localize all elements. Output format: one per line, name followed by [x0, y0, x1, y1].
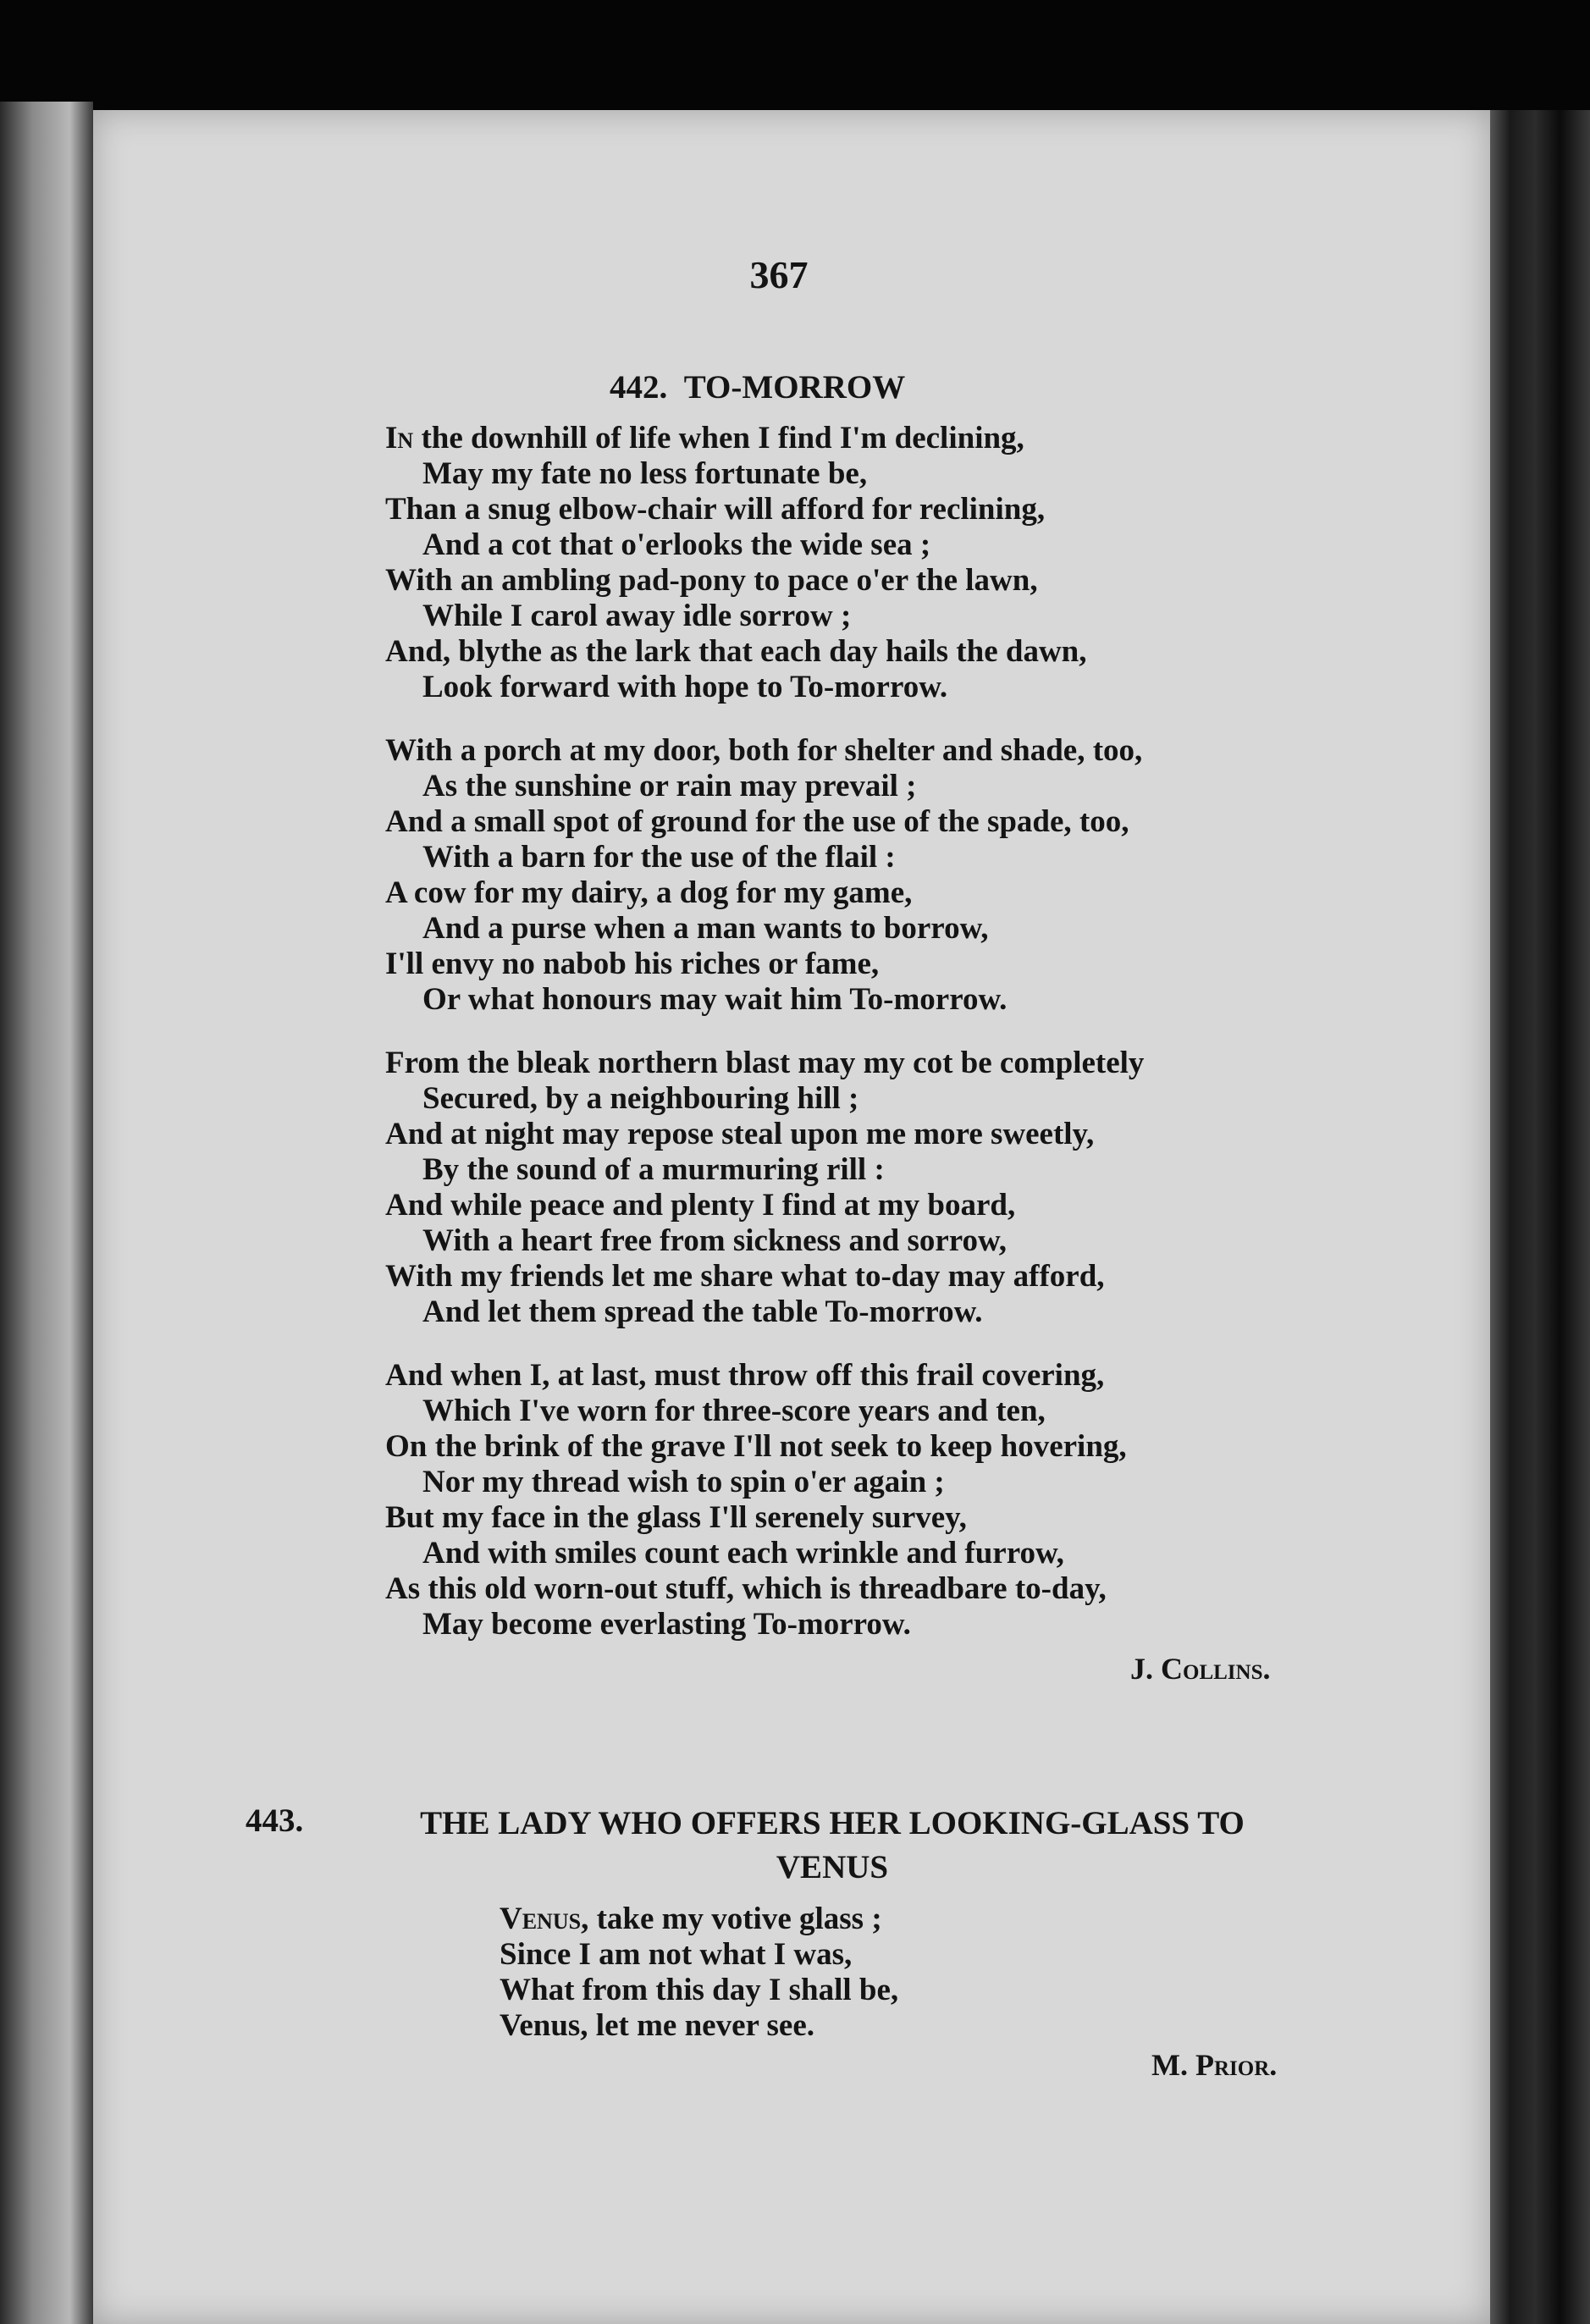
- poem-443-number: 443.: [246, 1802, 304, 1839]
- poem-line: [385, 421, 1144, 456]
- poem-line: And let them spread the table To-morrow.: [422, 1294, 983, 1329]
- poem-442-heading: [610, 368, 905, 406]
- poem-line: As the sunshine or rain may prevail ;: [422, 769, 917, 803]
- poem-442-body: [385, 421, 1144, 1670]
- poem-line: By the sound of a murmuring rill :: [422, 1152, 885, 1187]
- poem-442-title: TO-MORROW: [683, 369, 906, 406]
- poem-line: On the brink of the grave I'll not seek to keep hovering,: [385, 1429, 1127, 1464]
- poem-line: May become everlasting To-morrow.: [422, 1607, 911, 1642]
- left-page-edge: [0, 102, 93, 2324]
- poem-line: Secured, by a neighbouring hill ;: [422, 1081, 859, 1116]
- stanza-3: [385, 1046, 1144, 1330]
- poem-line: With my friends let me share what to-day may afford,: [385, 1259, 1105, 1294]
- poem-443-body: [500, 1902, 898, 2044]
- poem-line: I'll envy no nabob his riches or fame,: [385, 947, 880, 981]
- poem-line: [500, 1902, 898, 1937]
- page-number: 367: [749, 253, 809, 296]
- poem-line: Which I've worn for three-score years and ten,: [422, 1394, 1046, 1428]
- poem-line: And at night may repose steal upon me more sweetly,: [385, 1117, 1095, 1151]
- poem-line: Look forward with hope to To-morrow.: [422, 670, 948, 704]
- poem-line: From the bleak northern blast may my cot be completely: [385, 1046, 1145, 1080]
- stanza-1: [385, 421, 1144, 705]
- poem-line: Or what honours may wait him To-morrow.: [422, 982, 1008, 1017]
- poem-line: Since I am not what I was,: [500, 1937, 853, 1972]
- stanza-2: [385, 733, 1144, 1018]
- poem-line: With a porch at my door, both for shelter and shade, too,: [385, 733, 1143, 768]
- poem-line: A cow for my dairy, a dog for my game,: [385, 875, 913, 910]
- poem-line: And with smiles count each wrinkle and furrow,: [422, 1536, 1064, 1570]
- page-stack-edge: [1490, 110, 1590, 2324]
- poem-line: And when I, at last, must throw off this frail covering,: [385, 1358, 1105, 1393]
- line-text: , take my votive glass ;: [581, 1902, 882, 1936]
- line-text: the downhill of life when I find I'm declining,: [413, 421, 1024, 455]
- poem-442-author: J. Collins.: [1130, 1652, 1271, 1686]
- poem-line: And while peace and plenty I find at my board,: [385, 1188, 1016, 1223]
- poem-443-author: M. Prior.: [1151, 2048, 1278, 2082]
- poem-line: May my fate no less fortunate be,: [422, 456, 868, 491]
- poem-line: Than a snug elbow-chair will afford for reclining,: [385, 492, 1046, 527]
- drop-word: In: [385, 421, 414, 455]
- poem-line: With a heart free from sickness and sorrow,: [422, 1223, 1007, 1258]
- stanza-4: [385, 1358, 1144, 1642]
- poem-line: And, blythe as the lark that each day hails the dawn,: [385, 634, 1087, 669]
- poem-443-title-line-1: THE LADY WHO OFFERS HER LOOKING-GLASS TO: [420, 1805, 1245, 1841]
- poem-line: And a cot that o'erlooks the wide sea ;: [422, 527, 931, 562]
- poem-442-number: 442.: [610, 369, 668, 406]
- poem-443-title-line-2: VENUS: [776, 1849, 889, 1885]
- poem-line: But my face in the glass I'll serenely survey,: [385, 1500, 967, 1535]
- poem-443-title: [345, 1802, 1319, 1890]
- poem-line: And a purse when a man wants to borrow,: [422, 911, 989, 946]
- poem-line: Venus, let me never see.: [500, 2008, 814, 2043]
- poem-line: And a small spot of ground for the use of the spade, too,: [385, 804, 1129, 839]
- poem-line: While I carol away idle sorrow ;: [422, 599, 852, 633]
- poem-line: Nor my thread wish to spin o'er again ;: [422, 1465, 945, 1499]
- poem-line: What from this day I shall be,: [500, 1973, 899, 2007]
- poem-line: As this old worn-out stuff, which is threadbare to-day,: [385, 1571, 1107, 1606]
- poem-line: With an ambling pad-pony to pace o'er the lawn,: [385, 563, 1038, 598]
- drop-word: Venus: [500, 1902, 582, 1936]
- poem-line: With a barn for the use of the flail :: [422, 840, 896, 875]
